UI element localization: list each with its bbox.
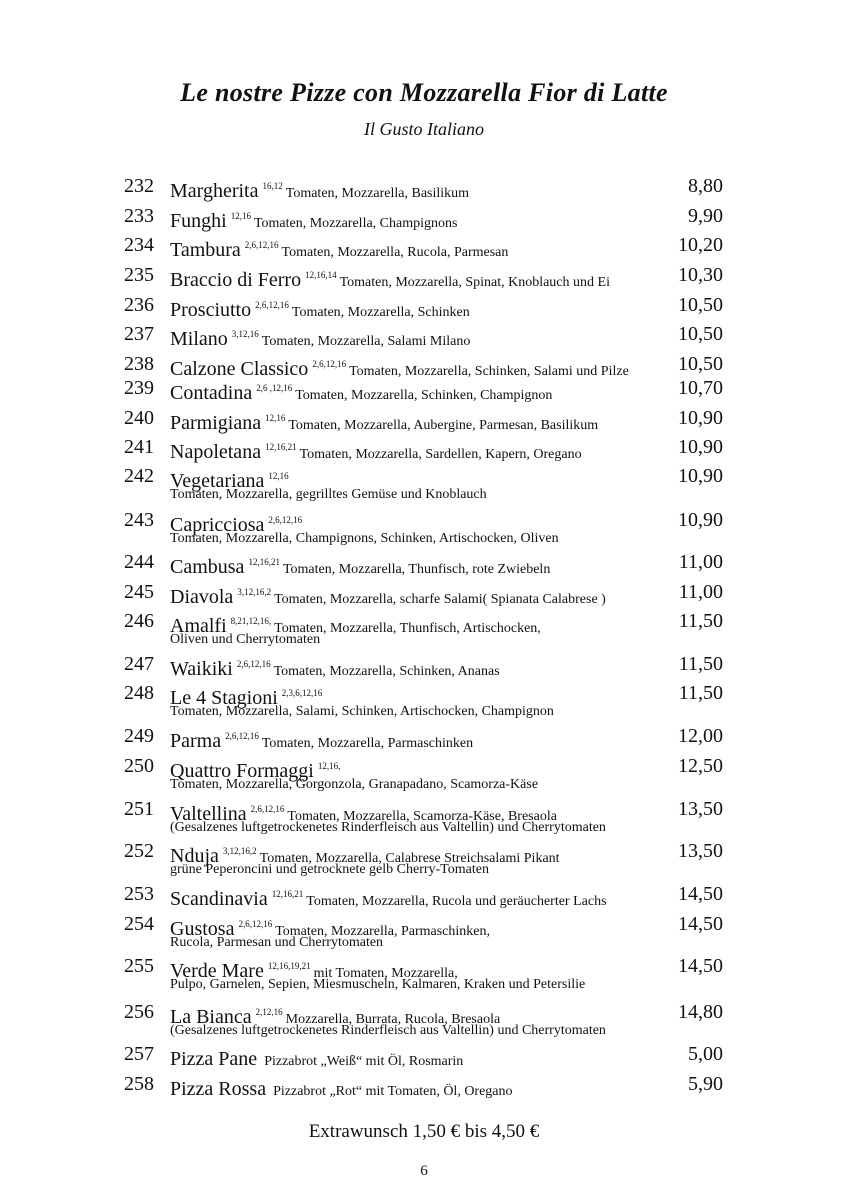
item-number: 241	[124, 436, 154, 458]
item-description: Mozzarella, Burrata, Rucola, Bresaola	[285, 1012, 501, 1027]
allergen-codes: 2,6,12,16	[236, 659, 271, 669]
item-name-line	[170, 724, 473, 756]
item-name: Capricciosa	[170, 514, 265, 536]
menu-item	[0, 508, 848, 546]
item-description: Tomaten, Mozzarella, Basilikum	[285, 186, 470, 201]
allergen-codes: 12,16	[230, 211, 251, 221]
item-name: Braccio di Ferro	[170, 269, 302, 291]
menu-item	[0, 912, 848, 950]
allergen-codes: 2,6,12,16	[312, 359, 347, 369]
menu-item	[0, 406, 848, 434]
menu-item-line	[0, 174, 848, 202]
item-name-line	[170, 204, 457, 236]
item-description-continued: Rucola, Parmesan und Cherrytomaten	[170, 935, 384, 950]
menu-item	[0, 652, 848, 680]
item-price: 10,90	[678, 509, 723, 531]
item-name: Le 4 Stagioni	[170, 687, 278, 709]
item-description-continued: Pulpo, Garnelen, Sepien, Miesmuscheln, Kalmaren, Kraken und Petersilie	[170, 977, 586, 992]
menu-title: Le nostre Pizze con Mozzarella Fior di Latte	[180, 78, 668, 107]
item-number: 242	[124, 465, 154, 487]
item-name: Milano	[170, 328, 228, 350]
item-name-line	[170, 322, 470, 354]
item-description: Tomaten, Mozzarella, Schinken, Champignon	[295, 388, 553, 403]
item-name: Gustosa	[170, 918, 235, 940]
menu-item-line	[0, 550, 848, 578]
allergen-codes: 12,16,21	[248, 557, 280, 567]
item-number: 248	[124, 682, 154, 704]
item-name: Diavola	[170, 586, 234, 608]
item-description: Tomaten, Mozzarella, Schinken	[291, 305, 470, 320]
item-number: 253	[124, 883, 154, 905]
item-number: 239	[124, 377, 154, 399]
item-description: Tomaten, Mozzarella, Schinken, Salami und Pilze	[349, 364, 629, 379]
item-number: 245	[124, 581, 154, 603]
item-name: Funghi	[170, 210, 227, 232]
item-name-line	[170, 652, 500, 684]
menu-item	[0, 204, 848, 232]
item-description: Pizzabrot „Rot“ mit Tomaten, Öl, Oregano	[273, 1084, 513, 1099]
menu-item	[0, 580, 848, 608]
item-name: Waikiki	[170, 658, 233, 680]
allergen-codes: 12,16,21	[271, 889, 304, 899]
item-description: Tomaten, Mozzarella, Schinken, Ananas	[273, 664, 500, 679]
item-name: Cambusa	[170, 556, 245, 578]
menu-item	[0, 1072, 848, 1100]
menu-item	[0, 1042, 848, 1070]
allergen-codes: 12,16	[265, 413, 286, 423]
menu-item	[0, 263, 848, 291]
item-price: 9,90	[688, 205, 723, 227]
item-name: Contadina	[170, 382, 253, 404]
menu-item-line	[0, 609, 848, 637]
menu-item	[0, 882, 848, 910]
item-description: Pizzabrot „Weiß“ mit Öl, Rosmarin	[264, 1054, 464, 1069]
item-number: 255	[124, 955, 154, 977]
menu-item	[0, 464, 848, 502]
menu-item-line	[0, 464, 848, 492]
menu-item-line	[0, 1042, 848, 1070]
item-number: 238	[124, 353, 154, 375]
allergen-codes: 2,6,12,16	[250, 804, 285, 814]
item-number: 240	[124, 407, 154, 429]
item-name-line	[170, 1042, 463, 1074]
item-name-line	[170, 263, 610, 295]
menu-item-line	[0, 293, 848, 321]
item-price: 14,50	[678, 913, 723, 935]
item-price: 10,70	[678, 377, 723, 399]
menu-item-line	[0, 839, 848, 867]
item-name-line	[170, 293, 470, 325]
item-number: 246	[124, 610, 154, 632]
item-price: 14,50	[678, 955, 723, 977]
item-description: Tomaten, Mozzarella, scharfe Salami( Spianata Calabrese )	[274, 592, 606, 607]
item-number: 252	[124, 840, 154, 862]
item-name: Parmigiana	[170, 412, 262, 434]
item-description: Tomaten, Mozzarella, Thunfisch, rote Zwiebeln	[282, 562, 551, 577]
item-description-continued: Oliven und Cherrytomaten	[170, 632, 321, 647]
allergen-codes: 2,6,12,16	[225, 731, 259, 741]
item-price: 10,20	[678, 234, 723, 256]
allergen-codes: 2,6,12,16	[244, 240, 279, 250]
item-name: Quattro Formaggi	[170, 760, 314, 782]
item-name-line	[170, 882, 607, 914]
item-name: Calzone Classico	[170, 358, 309, 380]
item-number: 243	[124, 509, 154, 531]
menu-item-line	[0, 204, 848, 232]
item-description: Tomaten, Mozzarella, Scamorza-Käse, Bresaola	[287, 809, 557, 824]
menu-item	[0, 352, 848, 380]
item-number: 232	[124, 175, 154, 197]
menu-item-line	[0, 580, 848, 608]
menu-item-line	[0, 376, 848, 404]
allergen-codes: 2,6 ,12,16	[256, 383, 293, 393]
item-price: 11,50	[678, 610, 723, 632]
item-description: Tomaten, Mozzarella, Rucola und geräucherter Lachs	[306, 894, 607, 909]
item-name: Pizza Rossa	[170, 1078, 267, 1100]
item-name: Scandinavia	[170, 888, 268, 910]
menu-item	[0, 1000, 848, 1038]
item-number: 254	[124, 913, 154, 935]
item-number: 233	[124, 205, 154, 227]
menu-item-line	[0, 954, 848, 982]
item-name: Amalfi	[170, 615, 227, 637]
item-price: 13,50	[678, 798, 723, 820]
item-description: Tomaten, Mozzarella, Parmaschinken,	[275, 924, 490, 939]
item-number: 237	[124, 323, 154, 345]
item-description-continued: Tomaten, Mozzarella, Champignons, Schinken, Artischocken, Oliven	[170, 531, 559, 546]
menu-item	[0, 322, 848, 350]
item-name-line	[170, 550, 550, 582]
item-description: Tomaten, Mozzarella, Sardellen, Kapern, Oregano	[299, 447, 582, 462]
item-name: Napoletana	[170, 441, 262, 463]
item-number: 256	[124, 1001, 154, 1023]
allergen-codes: 2,6,12,16	[268, 515, 303, 525]
item-name-line	[170, 1072, 513, 1104]
item-description: Tomaten, Mozzarella, Rucola, Parmesan	[281, 245, 509, 260]
item-price: 11,50	[678, 682, 723, 704]
allergen-codes: 12,16	[268, 471, 289, 481]
item-name: Valtellina	[170, 803, 247, 825]
item-description: Tomaten, Mozzarella, Thunfisch, Artischocken,	[274, 621, 541, 636]
item-name-line	[170, 233, 508, 265]
menu-item-line	[0, 1000, 848, 1028]
allergen-codes: 2,3,6,12,16	[281, 688, 323, 698]
allergen-codes: 8,21,12,16,	[230, 616, 272, 626]
menu-item-line	[0, 681, 848, 709]
menu-item	[0, 754, 848, 792]
item-name: Pizza Pane	[170, 1048, 258, 1070]
item-number: 244	[124, 551, 154, 573]
item-number: 251	[124, 798, 154, 820]
item-price: 10,90	[678, 407, 723, 429]
menu-item	[0, 174, 848, 202]
item-description-continued: (Gesalzenes luftgetrockenetes Rinderfleisch aus Valtellin) und Cherrytomaten	[170, 1023, 606, 1038]
menu-item	[0, 233, 848, 261]
menu-item	[0, 376, 848, 404]
menu-item-line	[0, 912, 848, 940]
item-price: 10,90	[678, 436, 723, 458]
menu-item	[0, 293, 848, 321]
item-name-line	[170, 174, 469, 206]
item-name: Parma	[170, 730, 222, 752]
menu-item	[0, 839, 848, 877]
menu-item-line	[0, 508, 848, 536]
item-description-continued: (Gesalzenes luftgetrockenetes Rinderfleisch aus Valtellin) und Cherrytomaten	[170, 820, 606, 835]
item-number: 257	[124, 1043, 154, 1065]
item-description: Tomaten, Mozzarella, Parmaschinken	[261, 736, 474, 751]
menu-item	[0, 435, 848, 463]
allergen-codes: 12,16,14	[305, 270, 337, 280]
item-description-continued: Tomaten, Mozzarella, Gorgonzola, Granapadano, Scamorza-Käse	[170, 777, 539, 792]
menu-item-line	[0, 406, 848, 434]
item-description: Tomaten, Mozzarella, Salami Milano	[261, 334, 471, 349]
item-number: 250	[124, 755, 154, 777]
item-number: 247	[124, 653, 154, 675]
item-name: Vegetariana	[170, 470, 265, 492]
menu-item-line	[0, 724, 848, 752]
page-number: 6	[420, 1163, 428, 1179]
allergen-codes: 12,16,19,21	[267, 961, 311, 971]
item-number: 236	[124, 294, 154, 316]
menu-item	[0, 797, 848, 835]
menu-item	[0, 550, 848, 578]
menu-item-line	[0, 882, 848, 910]
menu-item-line	[0, 797, 848, 825]
menu-item-line	[0, 233, 848, 261]
menu-item-line	[0, 1072, 848, 1100]
item-description: Tomaten, Mozzarella, Spinat, Knoblauch und Ei	[339, 275, 610, 290]
allergen-codes: 3,12,16,2	[237, 587, 272, 597]
item-name-line	[170, 376, 552, 408]
allergen-codes: 12,16,	[317, 761, 341, 771]
allergen-codes: 2,6,12,16	[238, 919, 273, 929]
menu-subtitle: Il Gusto Italiano	[364, 119, 484, 139]
item-name: La Bianca	[170, 1006, 252, 1028]
item-price: 10,90	[678, 465, 723, 487]
allergen-codes: 3,12,16	[231, 329, 259, 339]
item-number: 234	[124, 234, 154, 256]
item-number: 235	[124, 264, 154, 286]
item-description-continued: Tomaten, Mozzarella, gegrilltes Gemüse und Knoblauch	[170, 487, 487, 502]
item-description: Tomaten, Mozzarella, Calabrese Streichsalami Pikant	[259, 851, 560, 866]
menu-item-line	[0, 352, 848, 380]
item-price: 11,00	[678, 581, 723, 603]
item-price: 8,80	[688, 175, 723, 197]
item-price: 5,00	[688, 1043, 723, 1065]
item-name: Margherita	[170, 180, 259, 202]
item-name: Prosciutto	[170, 299, 252, 321]
extra-charge-note: Extrawunsch 1,50 € bis 4,50 €	[308, 1121, 540, 1142]
allergen-codes: 2,12,16	[255, 1007, 283, 1017]
item-price: 11,50	[678, 653, 723, 675]
allergen-codes: 12,16,21	[265, 442, 297, 452]
menu-item	[0, 724, 848, 752]
item-description-continued: Tomaten, Mozzarella, Salami, Schinken, Artischocken, Champignon	[170, 704, 554, 719]
item-name-line	[170, 406, 598, 438]
item-price: 5,90	[688, 1073, 723, 1095]
item-name-line	[170, 435, 582, 467]
item-number: 258	[124, 1073, 154, 1095]
menu-item-line	[0, 263, 848, 291]
item-description: mit Tomaten, Mozzarella,	[313, 966, 458, 981]
menu-item-line	[0, 435, 848, 463]
item-name: Verde Mare	[170, 960, 264, 982]
item-description-continued: grüne Peperoncini und getrocknete gelb Cherry-Tomaten	[170, 862, 489, 877]
item-description: Tomaten, Mozzarella, Champignons	[253, 216, 458, 231]
menu-item-line	[0, 322, 848, 350]
item-price: 12,50	[678, 755, 723, 777]
item-price: 10,30	[678, 264, 723, 286]
item-price: 10,50	[678, 353, 723, 375]
allergen-codes: 3,12,16,2	[222, 846, 257, 856]
item-price: 10,50	[678, 294, 723, 316]
allergen-codes: 2,6,12,16	[255, 300, 289, 310]
menu-item	[0, 609, 848, 647]
item-description: Tomaten, Mozzarella, Aubergine, Parmesan, Basilikum	[288, 418, 599, 433]
menu-item-line	[0, 652, 848, 680]
item-price: 12,00	[678, 725, 723, 747]
item-price: 11,00	[678, 551, 723, 573]
item-name: Nduja	[170, 845, 219, 867]
item-price: 13,50	[678, 840, 723, 862]
item-price: 14,50	[678, 883, 723, 905]
item-name-line	[170, 580, 606, 612]
menu-item	[0, 954, 848, 992]
item-price: 14,80	[678, 1001, 723, 1023]
item-number: 249	[124, 725, 154, 747]
menu-item	[0, 681, 848, 719]
item-name: Tambura	[170, 239, 241, 261]
menu-item-line	[0, 754, 848, 782]
item-price: 10,50	[678, 323, 723, 345]
allergen-codes: 16,12	[262, 181, 283, 191]
